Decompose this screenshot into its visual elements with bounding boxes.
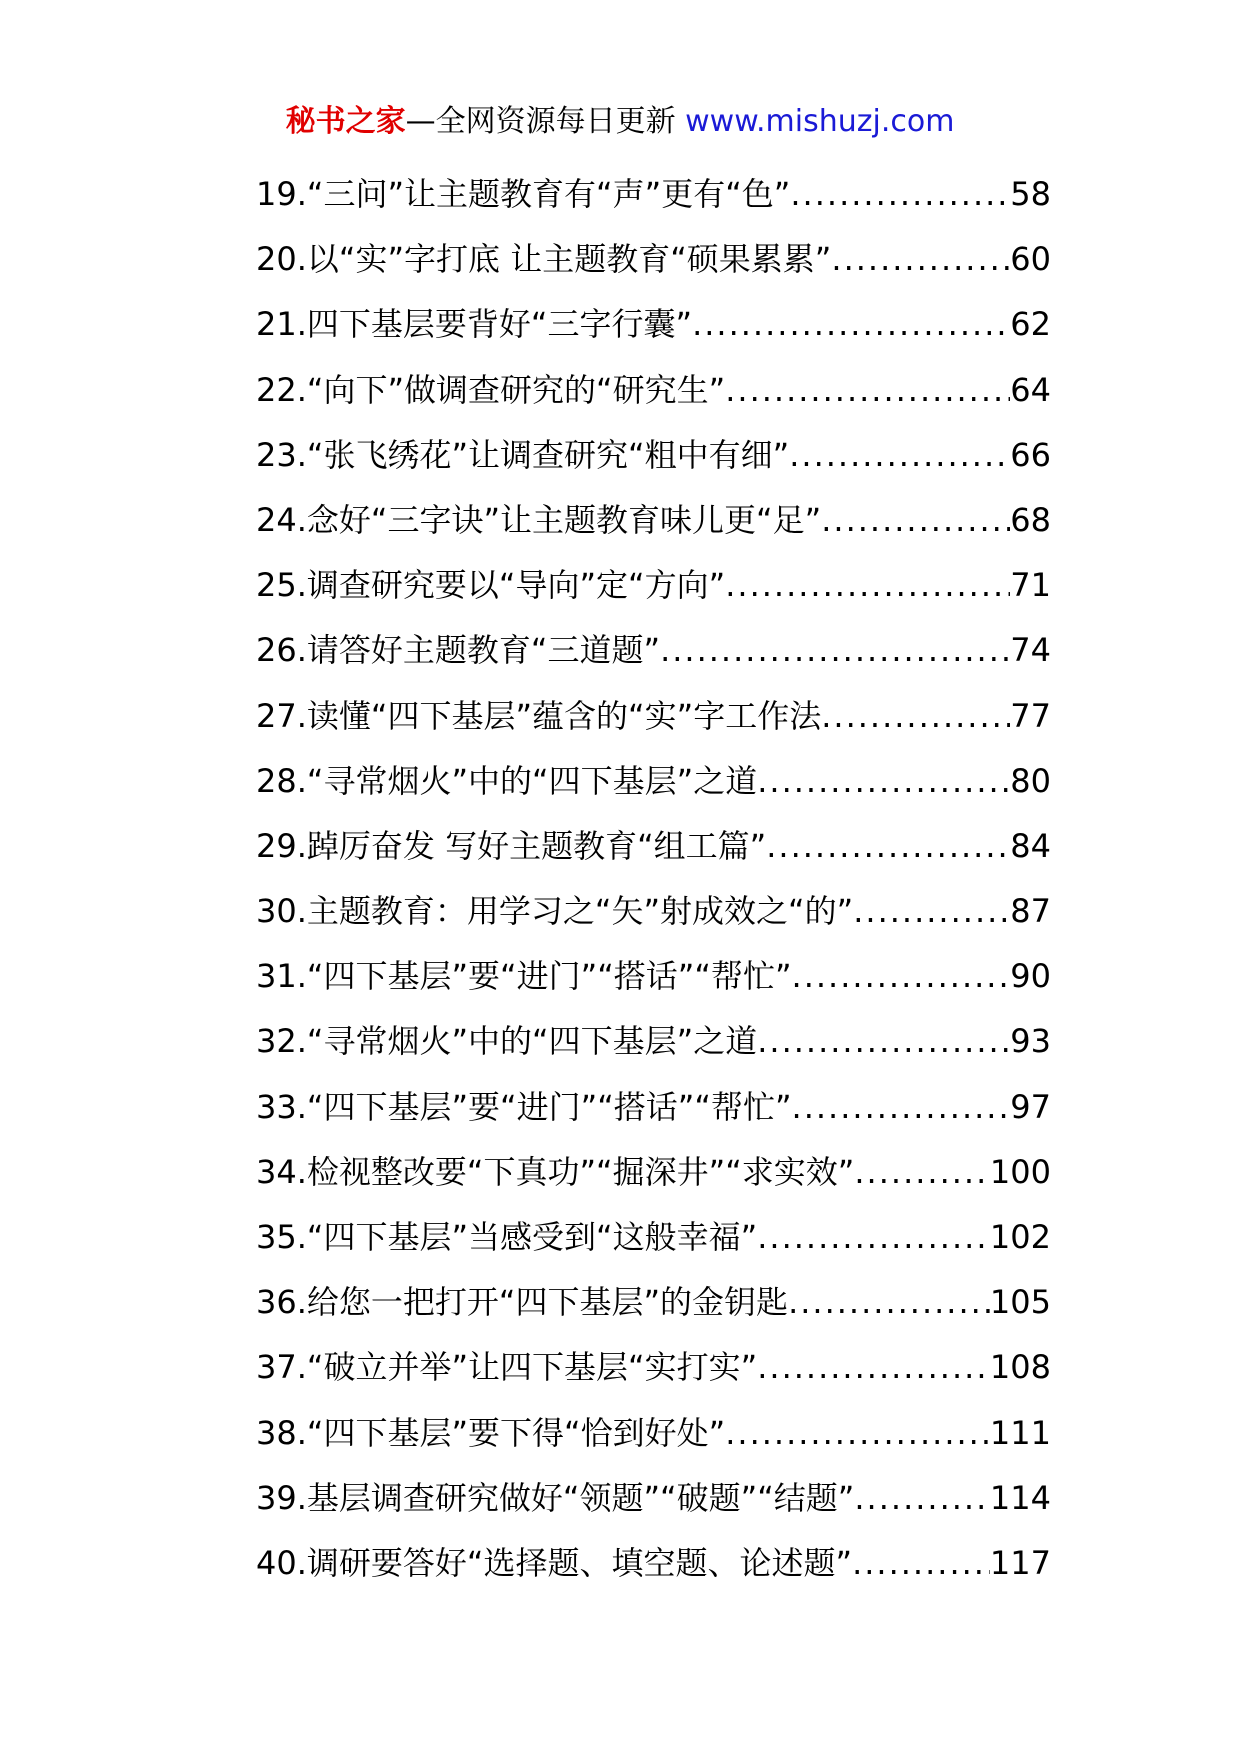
toc-dot-leader <box>852 1531 990 1596</box>
toc-entry[interactable] <box>256 879 1051 944</box>
toc-entry[interactable] <box>256 292 1051 357</box>
toc-entry-page-number: 87 <box>1010 892 1051 931</box>
toc-dot-leader <box>792 944 1011 1009</box>
toc-dot-leader <box>853 879 1010 944</box>
toc-entry[interactable] <box>256 423 1051 488</box>
toc-dot-leader <box>821 488 1010 553</box>
toc-dot-leader <box>725 358 1010 423</box>
toc-entry-title: 29.踔厉奋发 写好主题教育“组工篇” <box>256 826 767 865</box>
toc-dot-leader <box>789 423 1010 488</box>
toc-entry-page-number: 66 <box>1010 435 1051 474</box>
toc-entry[interactable] <box>256 1335 1051 1400</box>
toc-entry-page-number: 105 <box>989 1283 1051 1322</box>
toc-entry[interactable] <box>256 1140 1051 1205</box>
toc-entry-title: 23.“张飞绣花”让调查研究“粗中有细” <box>256 435 790 474</box>
toc-entry-page-number: 108 <box>989 1348 1051 1387</box>
toc-entry-title: 22.“向下”做调查研究的“研究生” <box>256 370 726 409</box>
toc-dot-leader <box>790 162 1010 227</box>
toc-entry-title: 25.调查研究要以“导向”定“方向” <box>256 566 726 605</box>
toc-entry-page-number: 60 <box>1010 240 1051 279</box>
toc-entry-title: 39.基层调查研究做好“领题”“破题”“结题” <box>256 1478 855 1517</box>
toc-entry-page-number: 117 <box>989 1543 1051 1582</box>
toc-entry-page-number: 102 <box>989 1218 1051 1256</box>
site-slogan: —全网资源每日更新 <box>405 104 676 139</box>
toc-entry-title: 40.调研要答好“选择题、填空题、论述题” <box>256 1543 853 1582</box>
toc-dot-leader <box>788 1270 990 1335</box>
toc-dot-leader <box>757 1335 990 1400</box>
toc-dot-leader <box>757 1009 1010 1074</box>
toc-entry-page-number: 74 <box>1010 631 1051 670</box>
toc-entry[interactable] <box>256 1531 1051 1596</box>
toc-entry-title: 27.读懂“四下基层”蕴含的“实”字工作法 <box>256 696 822 735</box>
toc-entry[interactable] <box>256 1075 1051 1140</box>
toc-dot-leader <box>757 1205 990 1270</box>
toc-entry-title: 32.“寻常烟火”中的“四下基层”之道 <box>256 1022 758 1061</box>
toc-entry-title: 38.“四下基层”要下得“恰到好处” <box>256 1413 726 1452</box>
toc-entry-page-number: 90 <box>1010 957 1051 996</box>
toc-entry-page-number: 68 <box>1010 500 1051 539</box>
toc-entry-title: 21.四下基层要背好“三字行囊” <box>256 305 693 344</box>
toc-entry[interactable] <box>256 1401 1051 1466</box>
toc-entry[interactable] <box>256 944 1051 1009</box>
toc-entry-page-number: 64 <box>1010 370 1051 409</box>
toc-entry-page-number: 62 <box>1010 305 1051 344</box>
toc-dot-leader <box>725 1401 990 1466</box>
toc-entry-title: 31.“四下基层”要“进门”“搭话”“帮忙” <box>256 957 792 996</box>
toc-entry[interactable] <box>256 1270 1051 1335</box>
toc-dot-leader <box>854 1140 990 1205</box>
toc-entry-page-number: 84 <box>1010 826 1051 865</box>
toc-entry[interactable] <box>256 488 1051 553</box>
toc-entry-title: 30.主题教育：用学习之“矢”射成效之“的” <box>256 892 854 931</box>
toc-entry-page-number: 93 <box>1010 1022 1051 1061</box>
toc-entry-page-number: 71 <box>1010 566 1051 605</box>
toc-dot-leader <box>821 684 1010 749</box>
toc-entry-page-number: 100 <box>989 1152 1051 1191</box>
toc-entry[interactable] <box>256 814 1051 879</box>
toc-dot-leader <box>660 618 1010 683</box>
toc-entry[interactable] <box>256 553 1051 618</box>
toc-entry-title: 20.以“实”字打底 让主题教育“硕果累累” <box>256 240 832 279</box>
toc-entry[interactable] <box>256 227 1051 292</box>
toc-dot-leader <box>792 1075 1011 1140</box>
toc-entry-page-number: 97 <box>1010 1087 1051 1126</box>
toc-entry[interactable] <box>256 162 1051 227</box>
toc-dot-leader <box>757 749 1010 814</box>
toc-entry-title: 35.“四下基层”当感受到“这般幸福” <box>256 1218 758 1256</box>
toc-entry-page-number: 111 <box>989 1413 1051 1452</box>
toc-entry-title: 34.检视整改要“下真功”“掘深井”“求实效” <box>256 1152 855 1191</box>
toc-entry[interactable] <box>256 684 1051 749</box>
toc-entry-page-number: 58 <box>1010 175 1051 213</box>
toc-entry[interactable] <box>256 618 1051 683</box>
toc-entry[interactable] <box>256 1009 1051 1074</box>
toc-entry-page-number: 114 <box>989 1478 1051 1517</box>
toc-entry[interactable] <box>256 749 1051 814</box>
toc-entry-title: 36.给您一把打开“四下基层”的金钥匙 <box>256 1283 789 1322</box>
toc-entry-page-number: 80 <box>1010 761 1051 800</box>
toc-dot-leader <box>766 814 1010 879</box>
toc-dot-leader <box>725 553 1010 618</box>
toc-entry-title: 28.“寻常烟火”中的“四下基层”之道 <box>256 761 758 800</box>
toc-entry-page-number: 77 <box>1010 696 1051 735</box>
toc-dot-leader <box>692 292 1010 357</box>
toc-dot-leader <box>831 227 1010 292</box>
toc-dot-leader <box>854 1466 990 1531</box>
toc-entry-title: 19.“三问”让主题教育有“声”更有“色” <box>256 175 791 213</box>
site-brand: 秘书之家 <box>285 104 406 139</box>
table-of-contents <box>256 162 1051 1596</box>
toc-entry-title: 24.念好“三字诀”让主题教育味儿更“足” <box>256 500 822 539</box>
toc-entry[interactable] <box>256 358 1051 423</box>
toc-entry-title: 33.“四下基层”要“进门”“搭话”“帮忙” <box>256 1087 792 1126</box>
site-header <box>0 100 1240 144</box>
toc-entry-title: 37.“破立并举”让四下基层“实打实” <box>256 1348 758 1387</box>
site-url-link[interactable]: www.mishuzj.com <box>685 104 955 139</box>
toc-entry[interactable] <box>256 1205 1051 1270</box>
toc-entry-title: 26.请答好主题教育“三道题” <box>256 631 661 670</box>
toc-entry[interactable] <box>256 1466 1051 1531</box>
